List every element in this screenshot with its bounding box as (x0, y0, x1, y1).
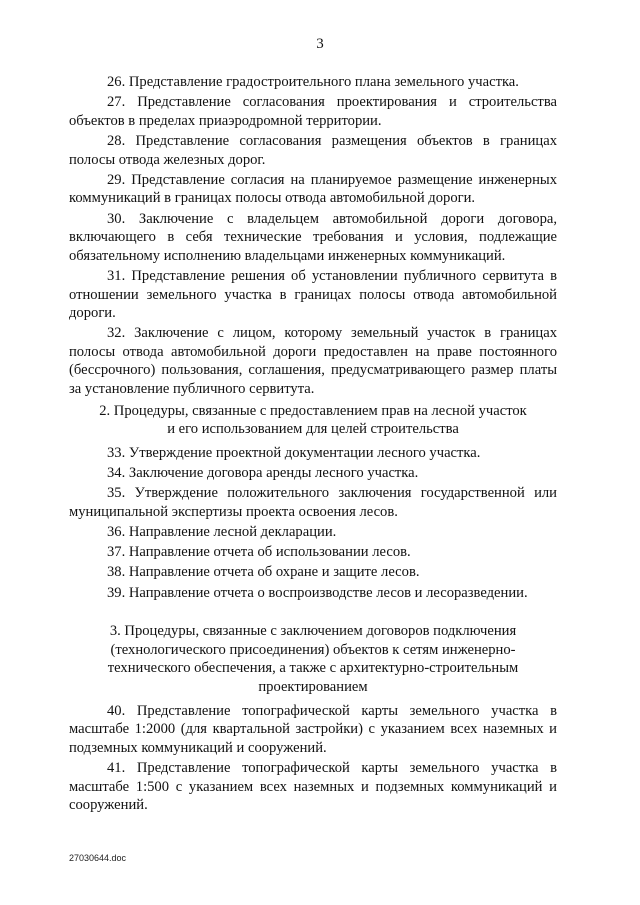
list-item: 36. Направление лесной декларации. (107, 524, 337, 540)
list-item: 28. Представление согласования размещения объектов в границах полосы отвода железных дорог. (69, 132, 557, 168)
section-heading (69, 622, 557, 696)
list-item: 29. Представление согласия на планируемое размещение инженерных коммуникаций в границах полосы отвода автомобильной дороги. (69, 171, 557, 207)
list-item: 40. Представление топографической карты земельного участка в масштабе 1:2000 (для квартальной застройки) с указанием всех наземных и подземных коммуникаций и сооружений. (69, 702, 557, 756)
list-item: 35. Утверждение положительного заключения государственной или муниципальной экспертизы проекта освоения лесов. (69, 485, 557, 520)
list-item: 31. Представление решения об установлении публичного сервитута в отношении земельного участка в границах полосы отвода автомобильной дороги. (69, 267, 557, 322)
list-item: 41. Представление топографической карты земельного участка в масштабе 1:500 с указанием всех наземных и подземных коммуникаций и сооружений. (69, 759, 557, 814)
section-heading-line: (технологического присоединения) объектов к сетям инженерно- (110, 641, 516, 658)
list-item: 33. Утверждение проектной документации лесного участка. (107, 444, 481, 461)
section-heading-line: технического обеспечения, а также с архитектурно-строительным (107, 660, 519, 677)
section-heading-line: 2. Процедуры, связанные с предоставлением прав на лесной участок (99, 402, 527, 419)
section-heading-line: 3. Процедуры, связанные с заключением договоров подключения (109, 623, 517, 640)
list-item: 27. Представление согласования проектирования и строительства объектов в пределах приаэродромной территории. (69, 94, 557, 129)
section-heading-line: проектированием (258, 678, 368, 695)
page-number: 3 (316, 36, 324, 52)
list-item: 34. Заключение договора аренды лесного участка. (107, 465, 419, 482)
section-heading-line: и его использованием для целей строительства (167, 421, 459, 438)
document-body (69, 73, 557, 816)
list-item: 39. Направление отчета о воспроизводстве лесов и лесоразведении. (107, 584, 528, 601)
section-heading (69, 402, 557, 439)
list-item: 38. Направление отчета об охране и защите лесов. (107, 564, 420, 581)
list-item: 26. Представление градостроительного плана земельного участка. (107, 74, 519, 90)
list-item: 32. Заключение с лицом, которому земельный участок в границах полосы отвода автомобильной дороги предоставлен на праве постоянного (бессрочного) пользования, соглашения, предусматривающего размер платы за установление публичного сервитута. (69, 325, 557, 398)
list-item: 37. Направление отчета об использовании лесов. (107, 544, 411, 561)
list-item: 30. Заключение с владельцем автомобильной дороги договора, включающего в себя технические требования и условия, подлежащие обязательному исполнению владельцами инженерных коммуникаций. (69, 210, 557, 264)
footer-filename: 27030644.doc (69, 853, 127, 863)
